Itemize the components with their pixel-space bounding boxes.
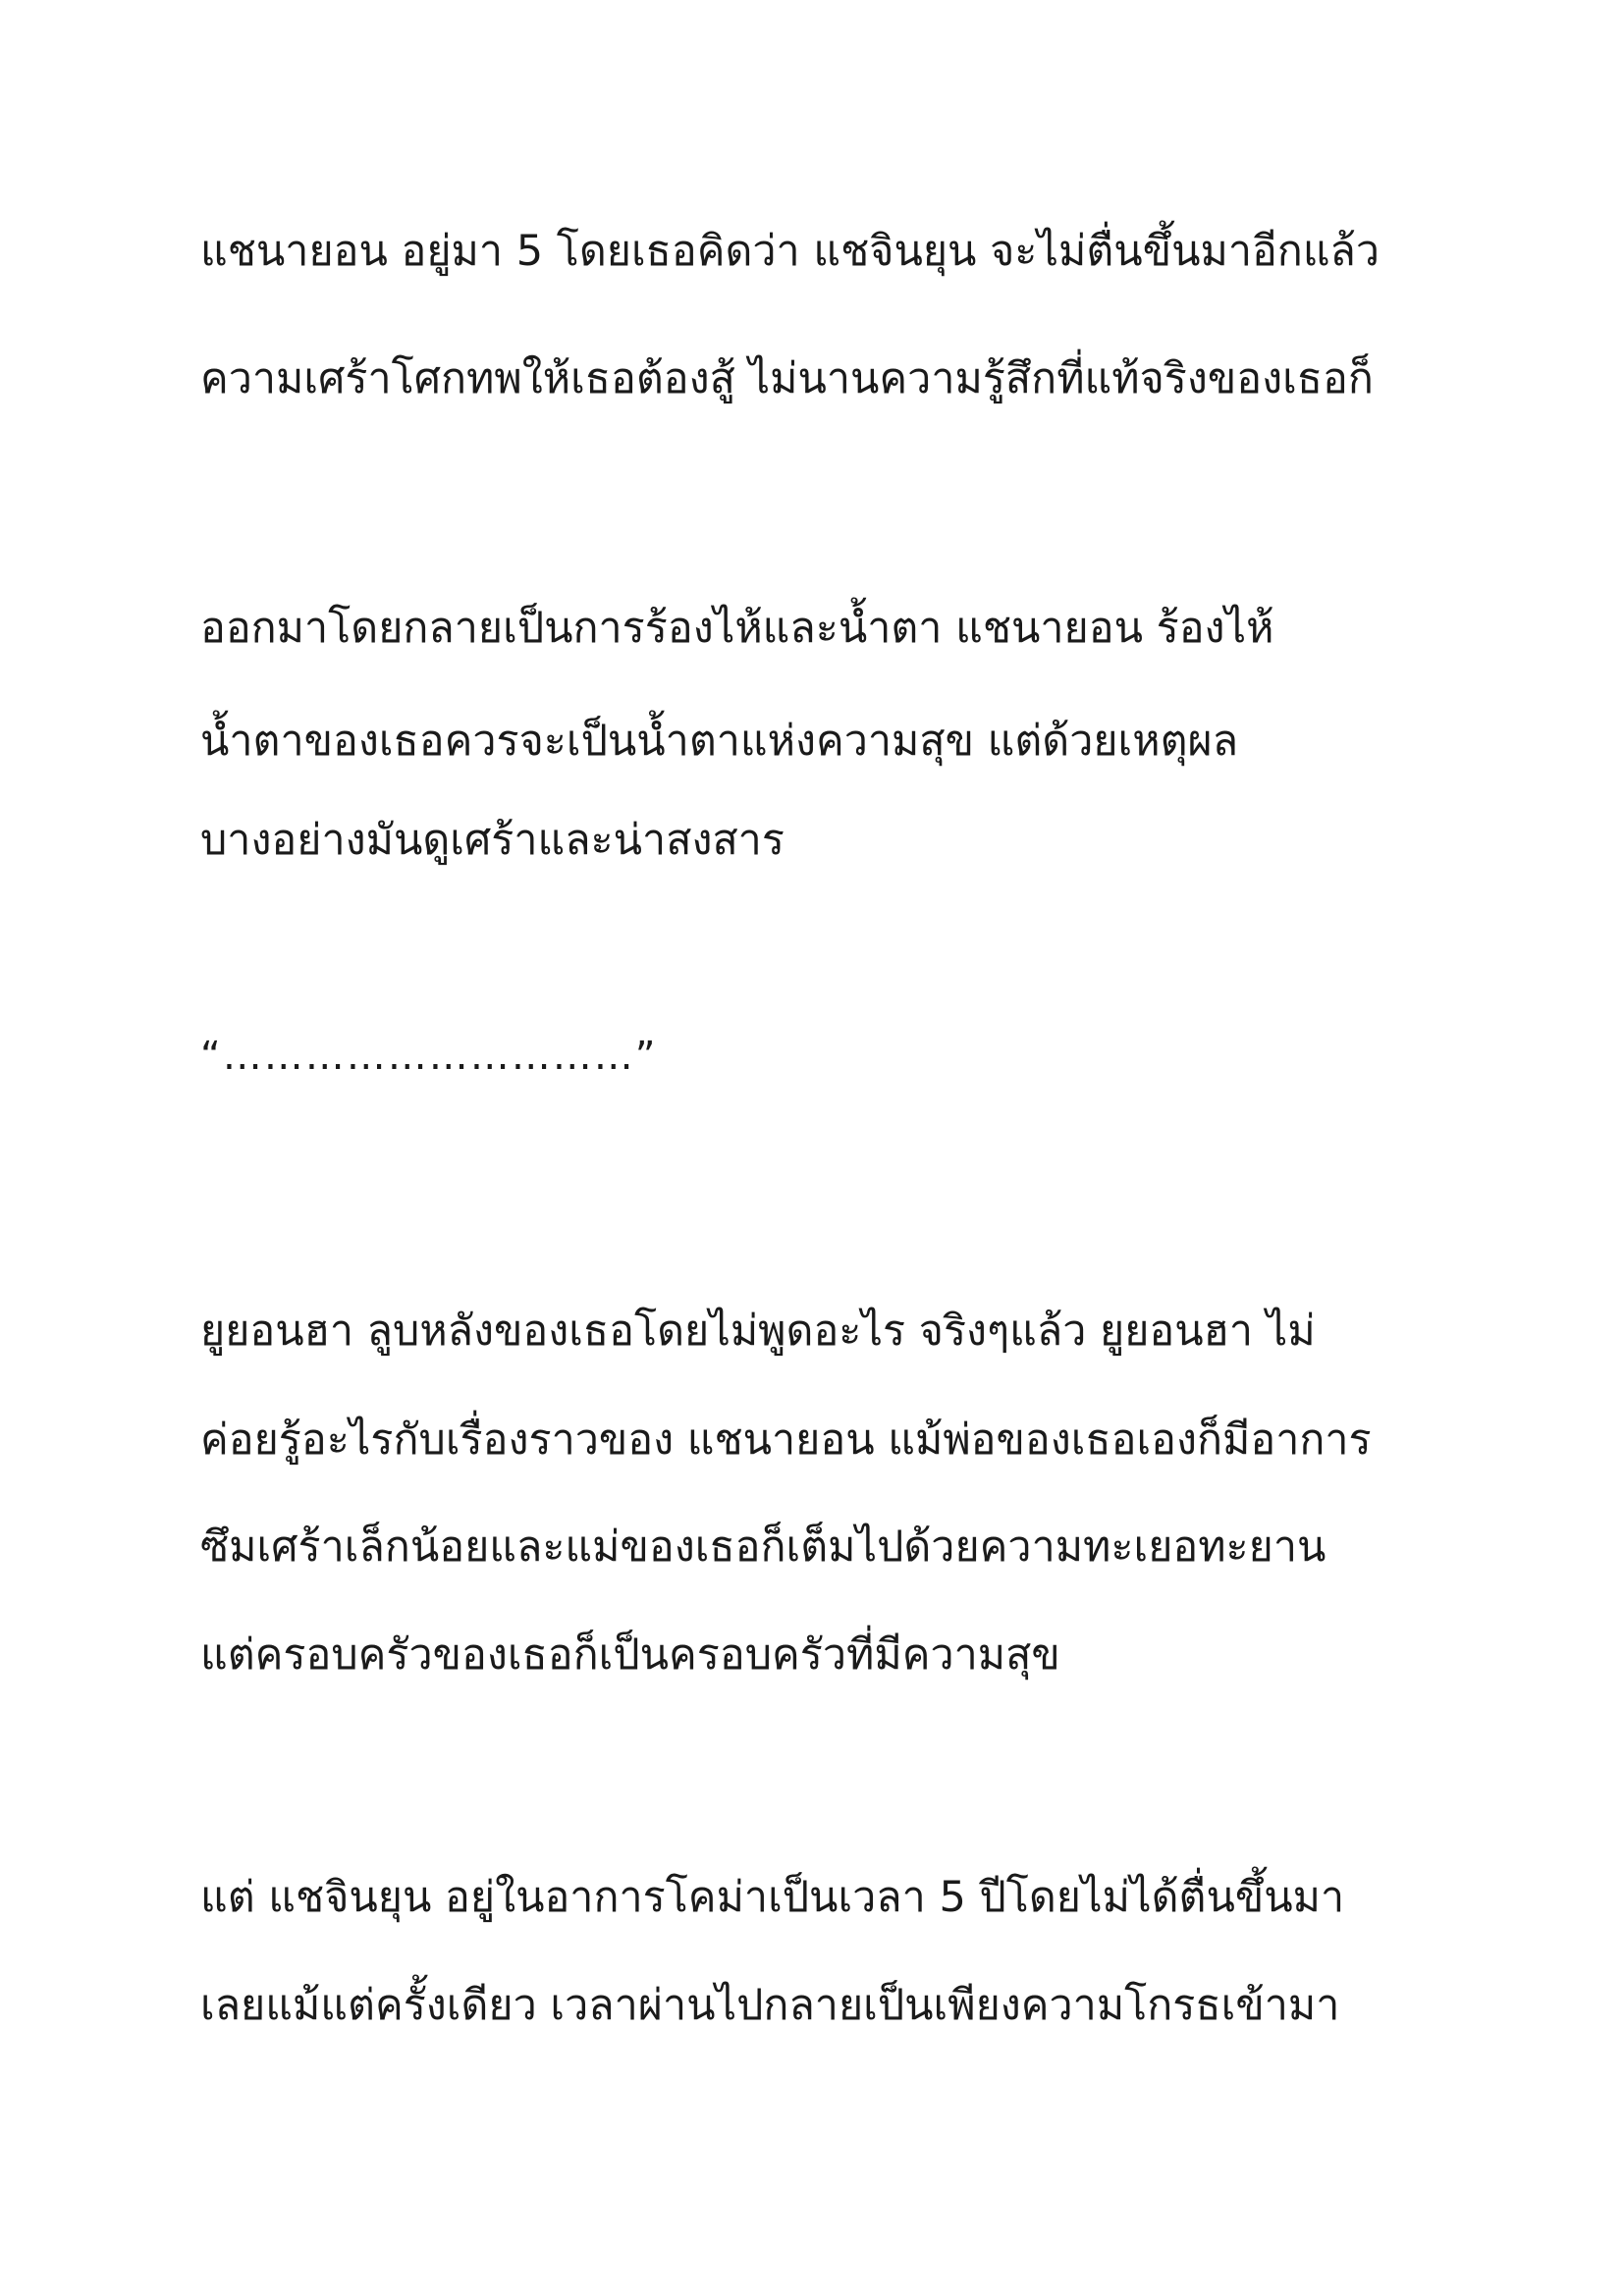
text-line: ค่อยรู้อะไรกับเรื่องราวของ แชนายอน แม้พ่อของเธอเองก็มีอาการ — [200, 1415, 1372, 1465]
text-line: แชนายอน อยู่มา 5 โดยเธอคิดว่า แชจินยุน จะไม่ตื่นขึ้นมาอีกแล้ว — [200, 227, 1380, 276]
text-line: แต่ครอบครัวของเธอก็เป็นครอบครัวที่มีความสุข — [200, 1630, 1060, 1680]
text-line: เลยแม้แต่ครั้งเดียว เวลาผ่านไปกลายเป็นเพียงความโกรธเข้ามา — [200, 1981, 1340, 2030]
text-line: น้ำตาของเธอควรจะเป็นน้ำตาแห่งความสุข แต่ด้วยเหตุผล — [200, 717, 1239, 766]
text-line: ซึมเศร้าเล็กน้อยและแม่ของเธอก็เต็มไปด้วยความทะเยอทะยาน — [200, 1522, 1326, 1572]
text-line: บางอย่างมันดูเศร้าและน่าสงสาร — [200, 816, 785, 865]
text-line: ยูยอนฮา ลูบหลังของเธอโดยไม่พูดอะไร จริงๆแล้ว ยูยอนฮา ไม่ — [200, 1307, 1316, 1356]
text-line: ออกมาโดยกลายเป็นการร้องไห้และน้ำตา แชนายอน ร้องไห้ — [200, 604, 1274, 653]
quoted-ellipsis: “…………………………” — [200, 1034, 658, 1079]
text-line: แต่ แชจินยุน อยู่ในอาการโคม่าเป็นเวลา 5 ปีโดยไม่ได้ตื่นขึ้นมา — [200, 1873, 1345, 1922]
text-line: ความเศร้าโศกทพให้เธอต้องสู้ ไม่นานความรู้สึกที่แท้จริงของเธอก็ — [200, 354, 1374, 403]
